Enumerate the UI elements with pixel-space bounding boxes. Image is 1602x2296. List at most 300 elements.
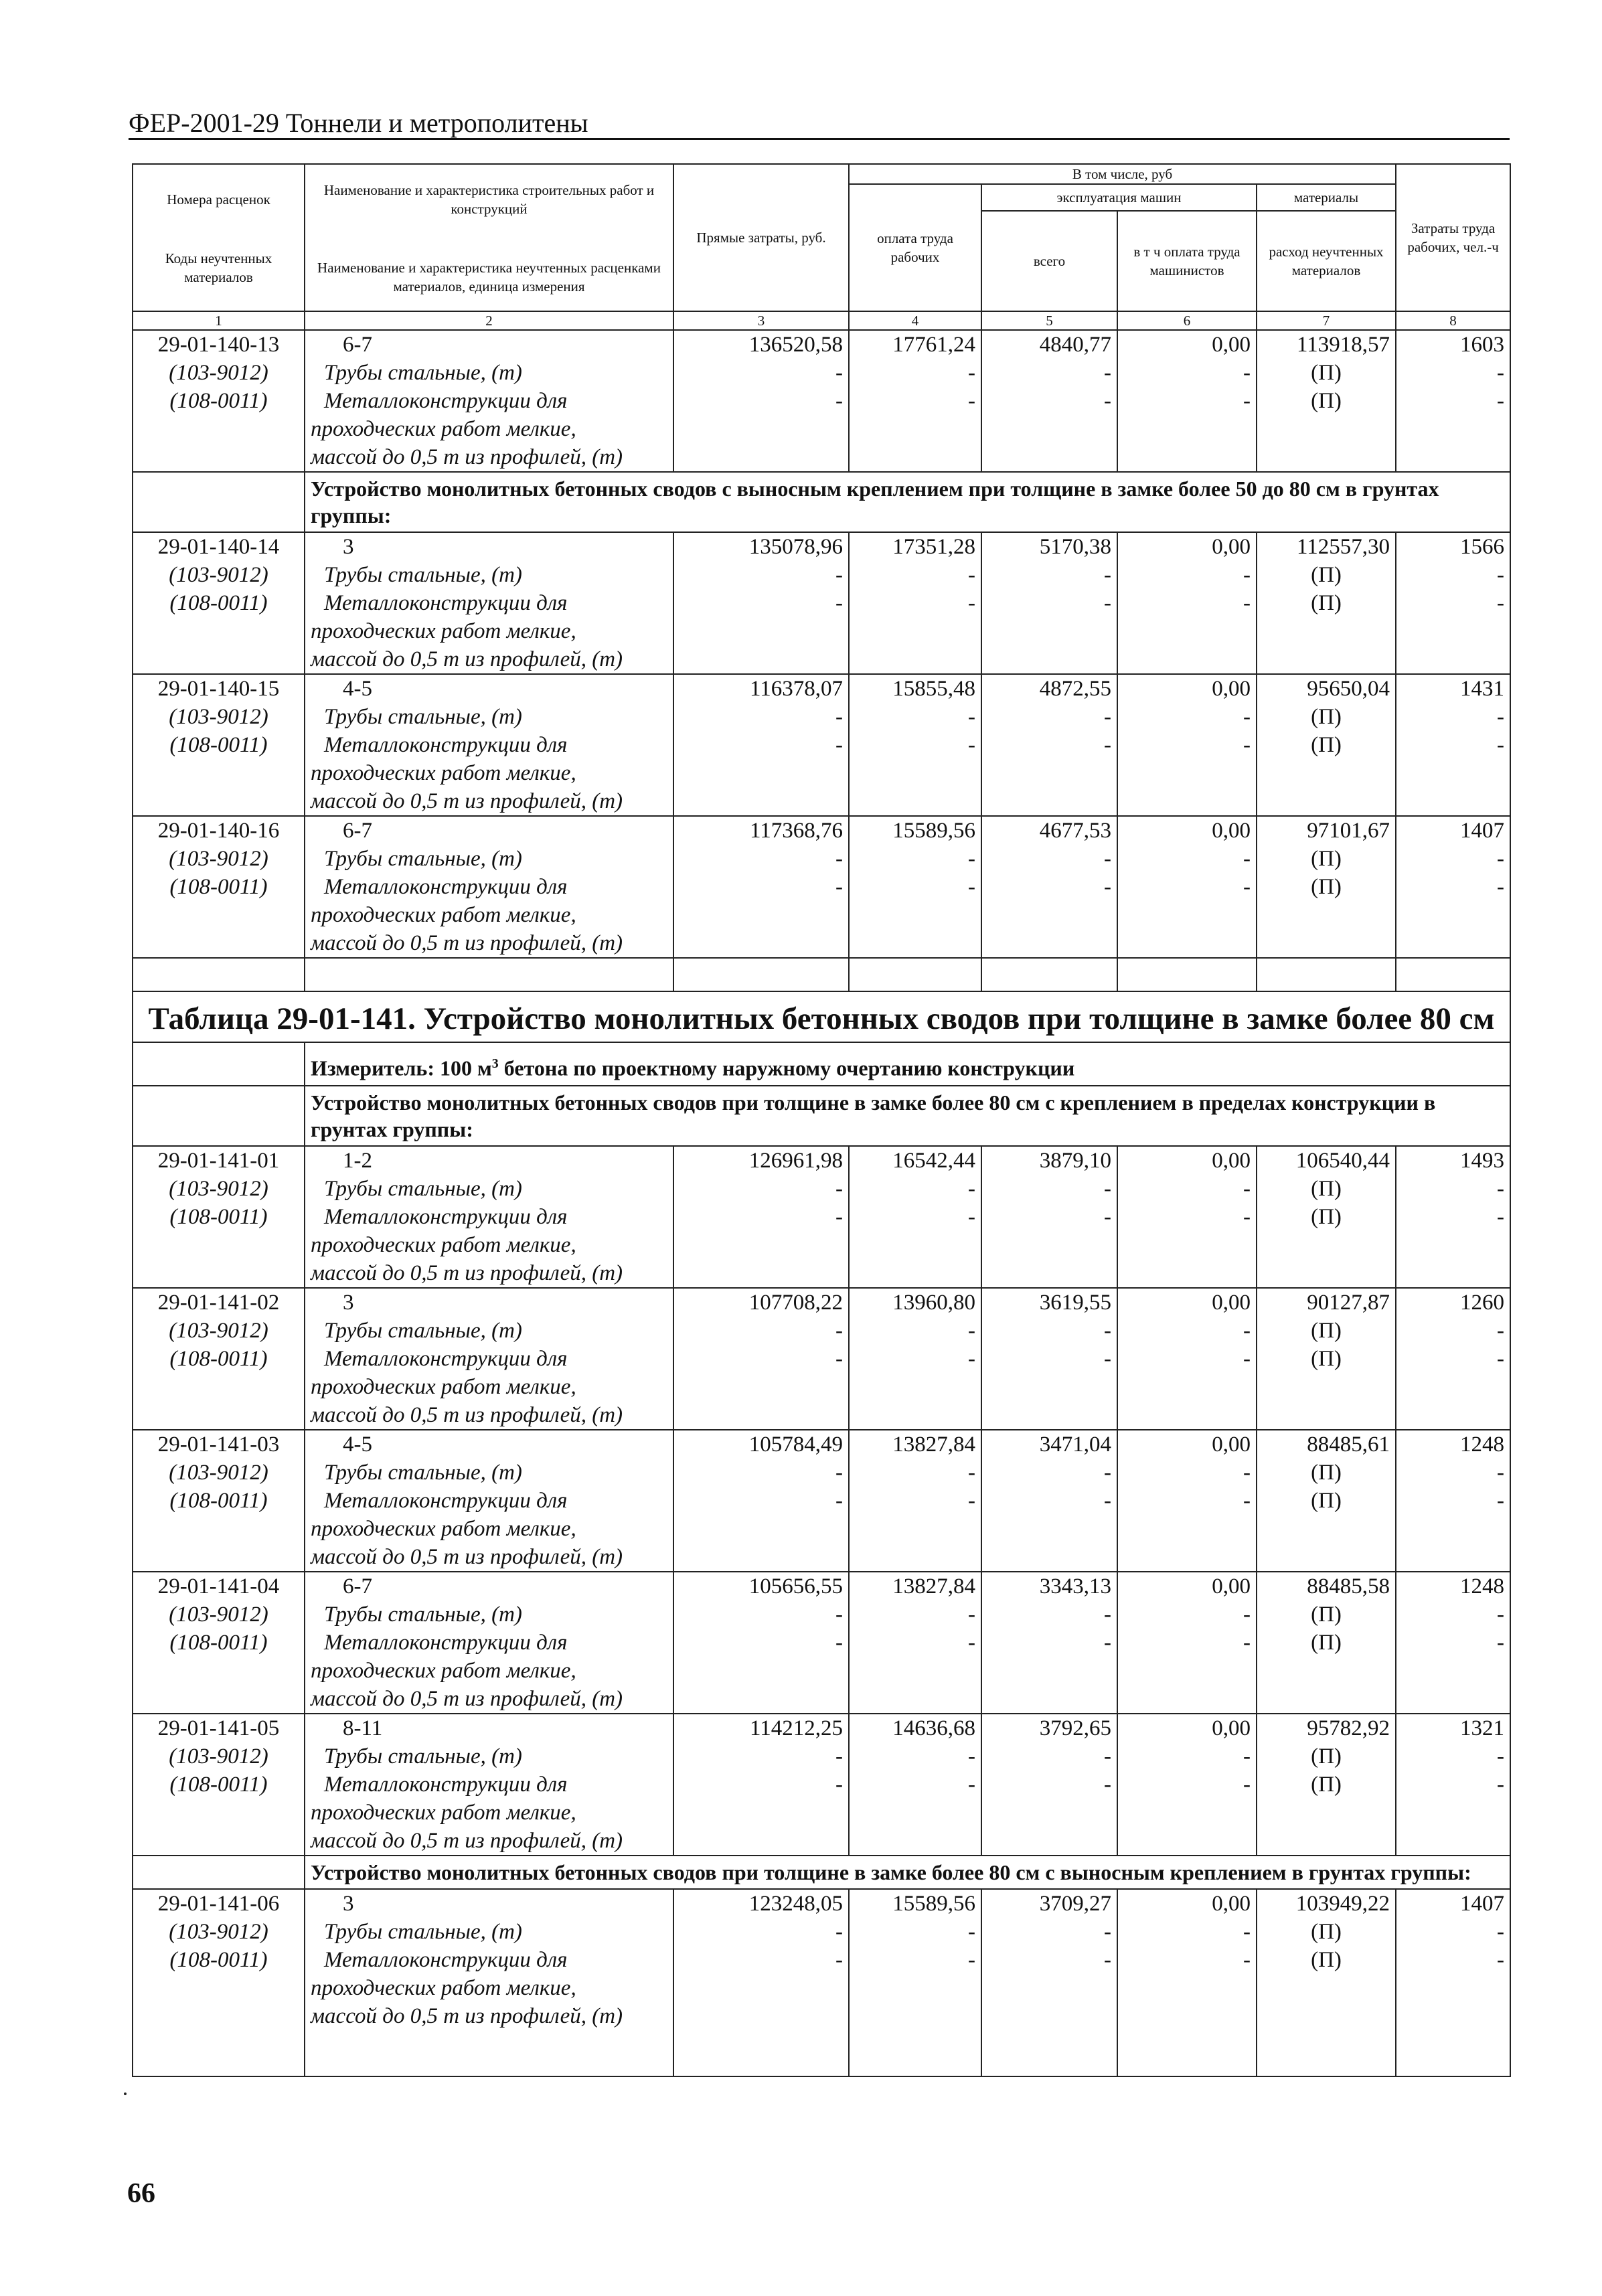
labor-pay: 15855,48 <box>892 677 975 701</box>
empty-cell <box>1257 958 1396 991</box>
material-code-pipes: (103-9012) <box>169 563 268 587</box>
materials-cost: 88485,58 <box>1307 1574 1390 1598</box>
material-metal-line3: массой до 0,5 т из профилей, (т) <box>311 1828 623 1853</box>
rate-code-cell <box>133 1146 305 1288</box>
materials-cell <box>1257 330 1396 472</box>
rate-code-cell <box>133 1288 305 1430</box>
empty-dash: - <box>835 1204 843 1229</box>
unaccounted-mark: (П) <box>1311 1204 1342 1229</box>
machines-cell <box>981 1430 1117 1572</box>
direct-costs-cell <box>673 330 849 472</box>
machinist-cell <box>1117 1288 1257 1430</box>
empty-dash: - <box>968 1204 975 1229</box>
materials-cost: 95782,92 <box>1307 1716 1390 1740</box>
materials-cell <box>1257 1430 1396 1572</box>
header-col2-bottom: Наименование и характеристика неучтенных расценками материалов, единица измерения <box>317 260 661 295</box>
unaccounted-mark: (П) <box>1311 1744 1342 1769</box>
rate-row <box>133 1430 1510 1572</box>
empty-dash: - <box>1497 733 1505 757</box>
labor-pay-cell <box>849 1572 981 1714</box>
section-heading: Устройство монолитных бетонных сводов с выносным креплением при толщине в замке более 50 до 80 см в грунтах группы: <box>305 472 1510 532</box>
machines-total: 4872,55 <box>1039 677 1111 701</box>
direct-costs: 114212,25 <box>749 1716 843 1740</box>
empty-dash: - <box>1104 875 1111 899</box>
empty-dash: - <box>1243 847 1251 871</box>
materials-cell <box>1257 1288 1396 1430</box>
header-col1-top: Номера расценок <box>167 191 270 208</box>
column-number: 4 <box>849 311 981 330</box>
labor-pay-cell <box>849 1288 981 1430</box>
empty-dash: - <box>1243 1772 1251 1797</box>
material-metal-line3: массой до 0,5 т из профилей, (т) <box>311 1686 623 1711</box>
column-number: 7 <box>1257 311 1396 330</box>
machinist-pay: 0,00 <box>1212 1432 1251 1457</box>
empty-dash: - <box>835 733 843 757</box>
rate-code: 29-01-141-03 <box>157 1432 280 1457</box>
labor-pay-cell <box>849 816 981 958</box>
rate-row <box>133 816 1510 958</box>
rate-code-cell <box>133 1714 305 1856</box>
material-code-pipes: (103-9012) <box>169 705 268 729</box>
empty-dash: - <box>1243 875 1251 899</box>
section-heading: Устройство монолитных бетонных сводов при толщине в замке более 80 см с креплением в пределах конструкции в грунтах группы: <box>305 1086 1510 1146</box>
empty-dash: - <box>1243 705 1251 729</box>
rate-name-cell <box>305 1430 673 1572</box>
material-code-pipes: (103-9012) <box>169 1318 268 1343</box>
empty-dash: - <box>968 1744 975 1769</box>
table-title-row <box>133 991 1510 1042</box>
column-number: 8 <box>1396 311 1510 330</box>
direct-costs: 107708,22 <box>748 1290 843 1315</box>
labor-pay: 16542,44 <box>892 1148 975 1173</box>
labor-hours: 1407 <box>1460 819 1505 843</box>
labor-hours-cell <box>1396 816 1510 958</box>
empty-dash: - <box>1243 1460 1251 1485</box>
empty-dash: - <box>1104 1630 1111 1655</box>
empty-dash: - <box>1497 705 1505 729</box>
empty-dash: - <box>968 1772 975 1797</box>
labor-hours: 1407 <box>1460 1891 1505 1916</box>
measure-row <box>133 1042 1510 1086</box>
rate-name-cell <box>305 1572 673 1714</box>
direct-costs-cell <box>673 1430 849 1572</box>
rates-table <box>132 163 1511 2077</box>
measure-sup: 3 <box>491 1056 499 1071</box>
empty-dash: - <box>1104 733 1111 757</box>
materials-cost: 113918,57 <box>1297 333 1390 357</box>
empty-dash: - <box>1497 1488 1505 1513</box>
material-code-metal: (108-0011) <box>169 591 268 615</box>
direct-costs-cell <box>673 816 849 958</box>
material-code-metal: (108-0011) <box>169 1346 268 1371</box>
labor-hours: 1248 <box>1460 1432 1505 1457</box>
material-code-metal: (108-0011) <box>169 1630 268 1655</box>
empty-dash: - <box>835 847 843 871</box>
material-metal-line2: проходческих работ мелкие, <box>311 1232 576 1257</box>
empty-dash: - <box>835 361 843 385</box>
materials-cost: 106540,44 <box>1295 1148 1390 1173</box>
material-pipes: Трубы стальные, (т) <box>324 1318 522 1343</box>
empty-cell <box>133 472 305 532</box>
empty-dash: - <box>1104 361 1111 385</box>
rate-name-cell <box>305 532 673 674</box>
labor-hours-cell <box>1396 1572 1510 1714</box>
labor-hours: 1248 <box>1460 1574 1505 1598</box>
soil-group: 3 <box>343 1290 354 1315</box>
measure-prefix: Измеритель: 100 м <box>311 1056 492 1080</box>
empty-cell <box>981 958 1117 991</box>
measure-cell <box>305 1042 1510 1086</box>
material-metal-line3: массой до 0,5 т из профилей, (т) <box>311 445 623 469</box>
machinist-cell <box>1117 1146 1257 1288</box>
empty-dash: - <box>1243 389 1251 413</box>
unaccounted-mark: (П) <box>1311 875 1342 899</box>
machinist-cell <box>1117 1889 1257 2076</box>
section-row <box>133 1856 1510 1889</box>
material-pipes: Трубы стальные, (т) <box>324 361 522 385</box>
material-metal-line3: массой до 0,5 т из профилей, (т) <box>311 1402 623 1427</box>
column-number: 2 <box>305 311 673 330</box>
empty-dash: - <box>1104 1204 1111 1229</box>
unaccounted-mark: (П) <box>1311 1947 1342 1972</box>
soil-group: 8-11 <box>343 1716 383 1740</box>
empty-dash: - <box>1243 1947 1251 1972</box>
materials-cell <box>1257 1889 1396 2076</box>
labor-hours-cell <box>1396 1430 1510 1572</box>
empty-dash: - <box>1497 1947 1505 1972</box>
rate-code-cell <box>133 1430 305 1572</box>
material-code-pipes: (103-9012) <box>169 1460 268 1485</box>
empty-dash: - <box>1497 563 1505 587</box>
machines-total: 3619,55 <box>1039 1290 1111 1315</box>
empty-cell <box>673 958 849 991</box>
measure-suffix: бетона по проектному наружному очертанию конструкции <box>498 1056 1075 1080</box>
materials-cost: 90127,87 <box>1307 1290 1390 1315</box>
empty-dash: - <box>1104 1602 1111 1627</box>
unaccounted-mark: (П) <box>1311 1602 1342 1627</box>
empty-dash: - <box>1497 1346 1505 1371</box>
rate-code: 29-01-140-14 <box>157 535 280 559</box>
direct-costs: 117368,76 <box>749 819 843 843</box>
unaccounted-mark: (П) <box>1311 1176 1342 1201</box>
machinist-cell <box>1117 816 1257 958</box>
rate-code-cell <box>133 1889 305 2076</box>
labor-pay-cell <box>849 1714 981 1856</box>
labor-hours: 1431 <box>1460 677 1505 701</box>
material-pipes: Трубы стальные, (т) <box>324 1460 522 1485</box>
unaccounted-mark: (П) <box>1311 1488 1342 1513</box>
direct-costs-cell <box>673 1572 849 1714</box>
machines-cell <box>981 1889 1117 2076</box>
empty-dash: - <box>1497 1630 1505 1655</box>
unaccounted-mark: (П) <box>1311 1630 1342 1655</box>
material-metal-line1: Металлоконструкции для <box>324 875 568 899</box>
material-code-metal: (108-0011) <box>169 1488 268 1513</box>
material-metal-line1: Металлоконструкции для <box>324 591 568 615</box>
empty-dash: - <box>1497 847 1505 871</box>
rate-code-cell <box>133 532 305 674</box>
labor-hours-cell <box>1396 1889 1510 2076</box>
material-metal-line1: Металлоконструкции для <box>324 1630 568 1655</box>
empty-dash: - <box>1497 591 1505 615</box>
unaccounted-mark: (П) <box>1311 1318 1342 1343</box>
machinist-cell <box>1117 532 1257 674</box>
empty-dash: - <box>968 361 975 385</box>
empty-dash: - <box>968 389 975 413</box>
empty-dash: - <box>1104 1744 1111 1769</box>
empty-dash: - <box>1497 1318 1505 1343</box>
empty-dash: - <box>968 875 975 899</box>
labor-hours-cell <box>1396 674 1510 816</box>
material-metal-line2: проходческих работ мелкие, <box>311 1975 576 2000</box>
empty-dash: - <box>1104 1460 1111 1485</box>
direct-costs: 105656,55 <box>748 1574 843 1598</box>
machinist-pay: 0,00 <box>1212 677 1251 701</box>
unaccounted-mark: (П) <box>1311 1772 1342 1797</box>
empty-dash: - <box>1497 875 1505 899</box>
labor-pay: 13827,84 <box>892 1432 975 1457</box>
empty-dash: - <box>968 1630 975 1655</box>
machinist-pay: 0,00 <box>1212 1574 1251 1598</box>
header-col2-top: Наименование и характеристика строительных работ и конструкций <box>323 182 655 217</box>
rate-code: 29-01-141-04 <box>157 1574 280 1598</box>
material-pipes: Трубы стальные, (т) <box>324 847 522 871</box>
labor-pay: 14636,68 <box>892 1716 975 1740</box>
material-pipes: Трубы стальные, (т) <box>324 705 522 729</box>
empty-dash: - <box>835 591 843 615</box>
empty-dash: - <box>835 1346 843 1371</box>
empty-dash: - <box>968 1346 975 1371</box>
material-code-metal: (108-0011) <box>169 1772 268 1797</box>
material-metal-line1: Металлоконструкции для <box>324 389 568 413</box>
rate-row <box>133 532 1510 674</box>
soil-group: 3 <box>343 535 354 559</box>
rate-code: 29-01-141-05 <box>157 1716 280 1740</box>
rate-row <box>133 330 1510 472</box>
material-metal-line2: проходческих работ мелкие, <box>311 1516 576 1541</box>
empty-dash: - <box>835 705 843 729</box>
empty-dash: - <box>1243 563 1251 587</box>
header-col1-bottom: Коды неучтенных материалов <box>165 250 272 285</box>
section-heading: Устройство монолитных бетонных сводов при толщине в замке более 80 см с выносным креплением в грунтах группы: <box>305 1856 1510 1889</box>
material-code-metal: (108-0011) <box>169 733 268 757</box>
machinist-pay: 0,00 <box>1212 535 1251 559</box>
empty-dash: - <box>1243 1630 1251 1655</box>
labor-pay-cell <box>849 330 981 472</box>
direct-costs: 126961,98 <box>748 1148 843 1173</box>
material-code-metal: (108-0011) <box>169 1204 268 1229</box>
material-metal-line2: проходческих работ мелкие, <box>311 903 576 927</box>
empty-dash: - <box>1104 1947 1111 1972</box>
header-machinist-pay: в т ч оплата труда машинистов <box>1117 211 1257 311</box>
unaccounted-mark: (П) <box>1311 1346 1342 1371</box>
labor-pay-cell <box>849 674 981 816</box>
empty-dash: - <box>968 847 975 871</box>
empty-dash: - <box>968 705 975 729</box>
rate-name-cell <box>305 1288 673 1430</box>
empty-dash: - <box>1243 361 1251 385</box>
labor-pay: 17351,28 <box>892 535 975 559</box>
header-machines-total: всего <box>981 211 1117 311</box>
empty-dash: - <box>1497 1460 1505 1485</box>
rate-row <box>133 1572 1510 1714</box>
empty-dash: - <box>968 1947 975 1972</box>
rate-name-cell <box>305 816 673 958</box>
labor-pay: 15589,56 <box>892 1891 975 1916</box>
empty-cell <box>1396 958 1510 991</box>
material-metal-line1: Металлоконструкции для <box>324 1947 568 1972</box>
empty-cell <box>849 958 981 991</box>
direct-costs: 123248,05 <box>748 1891 843 1916</box>
direct-costs-cell <box>673 1714 849 1856</box>
machines-cell <box>981 1572 1117 1714</box>
material-metal-line3: массой до 0,5 т из профилей, (т) <box>311 2003 623 2028</box>
empty-dash: - <box>835 1919 843 1944</box>
empty-dash: - <box>1104 563 1111 587</box>
empty-dash: - <box>1243 1318 1251 1343</box>
empty-dash: - <box>1497 389 1505 413</box>
machines-total: 3792,65 <box>1039 1716 1111 1740</box>
machines-total: 3471,04 <box>1039 1432 1111 1457</box>
labor-hours: 1260 <box>1460 1290 1505 1315</box>
rate-name-cell <box>305 330 673 472</box>
soil-group: 1-2 <box>343 1148 372 1173</box>
machinist-pay: 0,00 <box>1212 1148 1251 1173</box>
empty-dash: - <box>835 1460 843 1485</box>
soil-group: 6-7 <box>343 1574 372 1598</box>
machinist-pay: 0,00 <box>1212 333 1251 357</box>
empty-dash: - <box>835 1630 843 1655</box>
unaccounted-mark: (П) <box>1311 361 1342 385</box>
rate-code: 29-01-141-06 <box>157 1891 280 1916</box>
materials-cell <box>1257 1714 1396 1856</box>
empty-dash: - <box>1243 733 1251 757</box>
material-code-pipes: (103-9012) <box>169 1744 268 1769</box>
rate-row <box>133 1889 1510 2076</box>
rate-name-cell <box>305 1889 673 2076</box>
empty-dash: - <box>1104 591 1111 615</box>
machines-total: 4840,77 <box>1039 333 1111 357</box>
rate-name-cell <box>305 1714 673 1856</box>
material-metal-line2: проходческих работ мелкие, <box>311 619 576 643</box>
empty-dash: - <box>1243 591 1251 615</box>
materials-cell <box>1257 674 1396 816</box>
machines-cell <box>981 674 1117 816</box>
header-col2 <box>305 164 673 311</box>
rate-code: 29-01-140-15 <box>157 677 280 701</box>
unaccounted-mark: (П) <box>1311 1919 1342 1944</box>
material-pipes: Трубы стальные, (т) <box>324 1744 522 1769</box>
empty-dash: - <box>835 1772 843 1797</box>
empty-dash: - <box>1243 1204 1251 1229</box>
rate-code: 29-01-140-13 <box>157 333 280 357</box>
header-materials-sub: расход неучтенных материалов <box>1257 211 1396 311</box>
soil-group: 4-5 <box>343 1432 372 1457</box>
empty-cell <box>133 1856 305 1889</box>
rate-row <box>133 1146 1510 1288</box>
empty-dash: - <box>835 1947 843 1972</box>
header-labor-costs: Затраты труда рабочих, чел.-ч <box>1396 164 1510 311</box>
empty-dash: - <box>835 1176 843 1201</box>
empty-dash: - <box>968 1176 975 1201</box>
unaccounted-mark: (П) <box>1311 733 1342 757</box>
machines-cell <box>981 1288 1117 1430</box>
header-direct-costs: Прямые затраты, руб. <box>673 164 849 311</box>
machinist-cell <box>1117 1572 1257 1714</box>
unaccounted-mark: (П) <box>1311 591 1342 615</box>
scan-dot <box>124 2093 127 2095</box>
materials-cost: 88485,61 <box>1307 1432 1390 1457</box>
direct-costs-cell <box>673 674 849 816</box>
empty-dash: - <box>1243 1602 1251 1627</box>
rate-name-cell <box>305 674 673 816</box>
empty-cell <box>133 1042 305 1086</box>
unaccounted-mark: (П) <box>1311 705 1342 729</box>
column-number: 3 <box>673 311 849 330</box>
empty-dash: - <box>1243 1744 1251 1769</box>
machinist-cell <box>1117 1714 1257 1856</box>
empty-dash: - <box>835 1488 843 1513</box>
empty-dash: - <box>835 389 843 413</box>
empty-dash: - <box>835 563 843 587</box>
empty-cell <box>133 1086 305 1146</box>
empty-dash: - <box>968 1460 975 1485</box>
material-metal-line2: проходческих работ мелкие, <box>311 1658 576 1683</box>
machinist-cell <box>1117 330 1257 472</box>
empty-dash: - <box>968 1602 975 1627</box>
materials-cost: 97101,67 <box>1307 819 1390 843</box>
labor-hours-cell <box>1396 532 1510 674</box>
machinist-pay: 0,00 <box>1212 819 1251 843</box>
empty-dash: - <box>968 1318 975 1343</box>
unaccounted-mark: (П) <box>1311 1460 1342 1485</box>
empty-dash: - <box>1104 1919 1111 1944</box>
machines-cell <box>981 1146 1117 1288</box>
section-row <box>133 472 1510 532</box>
machines-cell <box>981 1714 1117 1856</box>
material-metal-line3: массой до 0,5 т из профилей, (т) <box>311 789 623 813</box>
empty-dash: - <box>1104 389 1111 413</box>
header-materials: материалы <box>1257 184 1396 211</box>
empty-dash: - <box>1497 1602 1505 1627</box>
material-code-pipes: (103-9012) <box>169 1176 268 1201</box>
direct-costs: 116378,07 <box>749 677 843 701</box>
direct-costs-cell <box>673 1288 849 1430</box>
empty-dash: - <box>1243 1176 1251 1201</box>
rate-row <box>133 674 1510 816</box>
material-code-pipes: (103-9012) <box>169 361 268 385</box>
direct-costs: 105784,49 <box>748 1432 843 1457</box>
material-code-metal: (108-0011) <box>169 389 268 413</box>
material-metal-line3: массой до 0,5 т из профилей, (т) <box>311 1260 623 1285</box>
rate-code-cell <box>133 816 305 958</box>
unaccounted-mark: (П) <box>1311 847 1342 871</box>
direct-costs-cell <box>673 1146 849 1288</box>
labor-hours-cell <box>1396 1288 1510 1430</box>
labor-hours: 1603 <box>1460 333 1505 357</box>
materials-cell <box>1257 1146 1396 1288</box>
machines-total: 4677,53 <box>1039 819 1111 843</box>
material-code-pipes: (103-9012) <box>169 847 268 871</box>
empty-dash: - <box>1104 1176 1111 1201</box>
column-number: 5 <box>981 311 1117 330</box>
materials-cost: 112557,30 <box>1297 535 1390 559</box>
rate-code: 29-01-140-16 <box>157 819 280 843</box>
empty-dash: - <box>968 733 975 757</box>
machinist-cell <box>1117 674 1257 816</box>
labor-pay-cell <box>849 1889 981 2076</box>
labor-hours-cell <box>1396 1146 1510 1288</box>
